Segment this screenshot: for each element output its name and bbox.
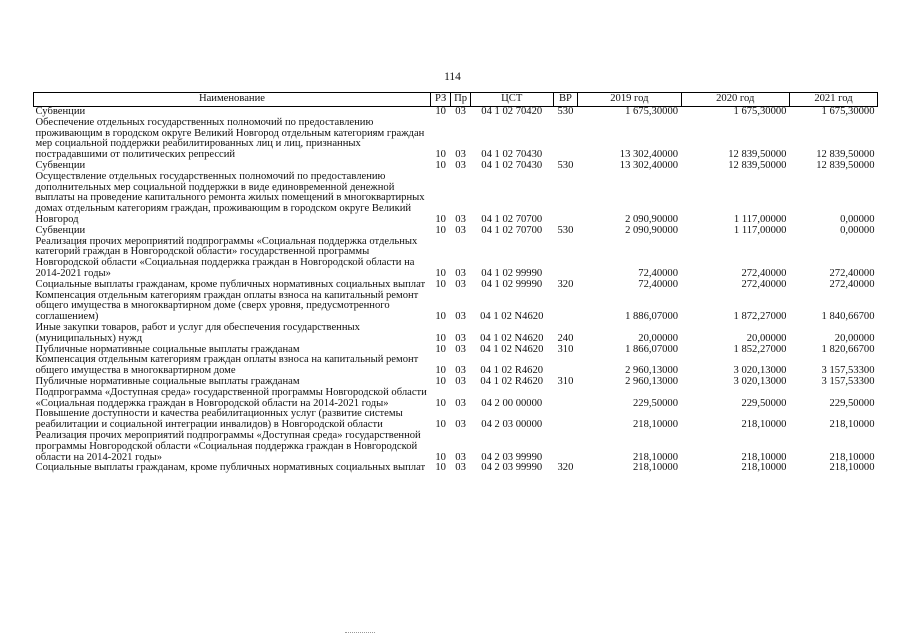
cell-vr (553, 172, 578, 226)
cell-pr: 03 (455, 278, 466, 290)
cell-rz: 10 (435, 397, 446, 409)
cell-cst: 04 1 02 70430 (481, 149, 543, 161)
header-cst: ЦСТ (470, 93, 553, 107)
cell-y2020: 1 852,27000 (733, 343, 787, 355)
cell-pr: 03 (455, 213, 466, 225)
cell-name: Иные закупки товаров, работ и услуг для обеспечения государственных (муниципальных) нужд (35, 321, 360, 344)
cell-pr: 03 (455, 106, 466, 117)
cell-y2019: 1 866,07000 (625, 343, 679, 355)
cell-y2021: 218,10000 (829, 451, 875, 463)
cell-name: Реализация прочих мероприятий подпрограммы «Социальная поддержка отдельных категорий граждан в Новгородской области» государственной программы Новгородской области «Социальная поддержка граждан в Новгородской области на 2014-2021 годы» (35, 235, 418, 279)
cell-vr: 240 (557, 332, 574, 344)
cell-pr: 03 (455, 149, 466, 161)
cell-y2021: 0,00000 (840, 224, 875, 236)
cell-rz: 10 (435, 224, 446, 236)
cell-y2019: 2 960,13000 (625, 375, 679, 387)
cell-y2019: 218,10000 (633, 419, 679, 431)
cell-y2021: 1 675,30000 (821, 106, 875, 117)
cell-y2021: 218,10000 (829, 462, 875, 474)
cell-pr: 03 (455, 375, 466, 387)
cell-vr (553, 388, 578, 410)
cell-y2020: 1 117,00000 (733, 213, 787, 225)
cell-cst: 04 1 02 70420 (481, 106, 543, 117)
cell-rz: 10 (435, 106, 446, 117)
cell-y2021: 3 157,53300 (821, 365, 875, 377)
cell-rz: 10 (435, 213, 446, 225)
cell-cst: 04 2 03 00000 (481, 419, 543, 431)
cell-y2019: 72,40000 (638, 267, 679, 279)
cell-pr: 03 (455, 462, 466, 474)
table-row (34, 172, 878, 226)
cell-y2021: 12 839,50000 (816, 159, 875, 171)
table-row (34, 409, 878, 431)
cell-y2021: 272,40000 (829, 267, 875, 279)
cell-name: Обеспечение отдельных государственных полномочий по предоставлению проживающим в городском округе Великий Новгород отдельным категориям граждан мер социальной поддержки реабилитированных лиц и лиц, признанных пострадавшими от политических репрессий (35, 116, 425, 161)
cell-vr: 530 (557, 159, 574, 171)
cell-rz: 10 (435, 159, 446, 171)
cell-y2019: 13 302,40000 (619, 159, 679, 171)
cell-cst: 04 1 02 70700 (481, 224, 543, 236)
cell-cst: 04 2 03 99990 (481, 451, 543, 463)
cell-cst: 04 2 00 00000 (481, 397, 543, 409)
cell-y2020: 218,10000 (741, 462, 787, 474)
cell-vr: 310 (557, 375, 574, 387)
header-2020: 2020 год (681, 93, 789, 107)
cell-rz: 10 (435, 267, 446, 279)
header-name: Наименование (34, 93, 431, 107)
cell-name: Публичные нормативные социальные выплаты гражданам (35, 343, 300, 355)
cell-name: Субвенции (35, 106, 86, 117)
cell-cst: 04 1 02 N4620 (480, 343, 544, 355)
cell-y2020: 218,10000 (741, 419, 787, 431)
cell-pr: 03 (455, 365, 466, 377)
cell-y2019: 2 960,13000 (625, 365, 679, 377)
cell-vr (553, 355, 578, 377)
cell-vr: 320 (557, 462, 574, 474)
table-row (34, 431, 878, 463)
cell-rz: 10 (435, 451, 446, 463)
cell-y2019: 218,10000 (633, 462, 679, 474)
cell-cst: 04 1 02 R4620 (480, 375, 544, 387)
cell-y2020: 12 839,50000 (728, 149, 787, 161)
cell-y2020: 20,00000 (746, 332, 787, 344)
cell-name: Осуществление отдельных государственных полномочий по предоставлению дополнительных мер социальной поддержки в виде единовременной денежной выплаты на проведение капитального ремонта жилых помещений в многоквартирных домах отдельным категориям граждан, проживающим в городском округе Великий Новгород (35, 170, 425, 225)
cell-vr: 530 (557, 106, 574, 117)
cell-y2020: 272,40000 (741, 267, 787, 279)
cell-rz: 10 (435, 343, 446, 355)
cell-pr: 03 (455, 159, 466, 171)
header-pr: Пр (451, 93, 470, 107)
cell-rz: 10 (435, 149, 446, 161)
cell-rz: 10 (435, 278, 446, 290)
cell-y2020: 229,50000 (741, 397, 787, 409)
cell-cst: 04 1 02 N4620 (480, 332, 544, 344)
cell-rz: 10 (435, 332, 446, 344)
cell-name: Субвенции (35, 159, 86, 171)
cell-vr: 320 (557, 278, 574, 290)
cell-cst: 04 1 02 70430 (481, 159, 543, 171)
cell-y2021: 12 839,50000 (816, 149, 875, 161)
cell-pr: 03 (455, 224, 466, 236)
cell-pr: 03 (455, 267, 466, 279)
table-row (34, 355, 878, 377)
cell-name: Субвенции (35, 224, 86, 236)
cell-name: Компенсация отдельным категориям граждан оплаты взноса на капитальный ремонт общего имущества в многоквартирном доме (35, 354, 419, 377)
cell-cst: 04 1 02 N4620 (480, 311, 544, 323)
cell-vr: 310 (557, 343, 574, 355)
cell-y2019: 20,00000 (638, 332, 679, 344)
cell-y2019: 2 090,90000 (625, 224, 679, 236)
cell-y2019: 229,50000 (633, 397, 679, 409)
cell-y2021: 20,00000 (834, 332, 875, 344)
cell-y2019: 218,10000 (633, 451, 679, 463)
table-row (34, 291, 878, 323)
cell-rz: 10 (435, 311, 446, 323)
cell-cst: 04 1 02 70700 (481, 213, 543, 225)
cell-y2020: 3 020,13000 (733, 365, 787, 377)
cell-cst: 04 1 02 99990 (481, 278, 543, 290)
cell-name: Реализация прочих мероприятий подпрограммы «Доступная среда» государственной программы Новгородской области «Социальная поддержка граждан в Новгородской области на 2014-2021 годы» (35, 429, 421, 463)
cell-y2019: 13 302,40000 (619, 149, 679, 161)
cell-name: Подпрограмма «Доступная среда» государственной программы Новгородской области «Социальная поддержка граждан в Новгородской области на 2014-2021 годы» (35, 386, 427, 409)
cell-vr (553, 118, 578, 161)
cell-cst: 04 2 03 99990 (481, 462, 543, 474)
cell-name: Публичные нормативные социальные выплаты гражданам (35, 375, 300, 387)
header-rz: РЗ (430, 93, 450, 107)
header-2021: 2021 год (789, 93, 877, 107)
cell-y2021: 229,50000 (829, 397, 875, 409)
table-header-row (34, 93, 878, 107)
cell-y2020: 1 675,30000 (733, 106, 787, 117)
cell-y2019: 1 675,30000 (625, 106, 679, 117)
cell-y2020: 218,10000 (741, 451, 787, 463)
cell-pr: 03 (455, 311, 466, 323)
cell-vr (553, 409, 578, 431)
cell-y2021: 0,00000 (840, 213, 875, 225)
cell-vr (553, 291, 578, 323)
cell-cst: 04 1 02 R4620 (480, 365, 544, 377)
cell-pr: 03 (455, 397, 466, 409)
cell-vr: 530 (557, 224, 574, 236)
cell-y2021: 1 840,66700 (821, 311, 875, 323)
cell-y2019: 72,40000 (638, 278, 679, 290)
cell-pr: 03 (455, 451, 466, 463)
cell-y2019: 2 090,90000 (625, 213, 679, 225)
cell-rz: 10 (435, 419, 446, 431)
table-row (34, 463, 878, 474)
cell-y2021: 272,40000 (829, 278, 875, 290)
footer-marks (345, 632, 375, 636)
cell-name: Социальные выплаты гражданам, кроме публичных нормативных социальных выплат (35, 278, 426, 290)
cell-y2020: 3 020,13000 (733, 375, 787, 387)
table-row (34, 237, 878, 280)
table-row (34, 118, 878, 161)
cell-y2021: 3 157,53300 (821, 375, 875, 387)
cell-pr: 03 (455, 332, 466, 344)
cell-cst: 04 1 02 99990 (481, 267, 543, 279)
table-row (34, 280, 878, 291)
cell-y2019: 1 886,07000 (625, 311, 679, 323)
cell-y2020: 12 839,50000 (728, 159, 787, 171)
cell-name: Компенсация отдельным категориям граждан оплаты взноса на капитальный ремонт общего имущества в многоквартирном доме (сверх уровня, предусмотренного соглашением) (35, 289, 419, 323)
cell-rz: 10 (435, 365, 446, 377)
budget-table (33, 92, 878, 474)
table-body (34, 107, 878, 475)
cell-y2020: 1 872,27000 (733, 311, 787, 323)
cell-y2021: 218,10000 (829, 419, 875, 431)
cell-name: Социальные выплаты гражданам, кроме публичных нормативных социальных выплат (35, 462, 426, 474)
cell-y2021: 1 820,66700 (821, 343, 875, 355)
cell-y2020: 272,40000 (741, 278, 787, 290)
cell-rz: 10 (435, 462, 446, 474)
cell-rz: 10 (435, 375, 446, 387)
table-row (34, 323, 878, 345)
cell-y2020: 1 117,00000 (733, 224, 787, 236)
cell-vr (553, 237, 578, 280)
cell-name: Повышение доступности и качества реабилитационных услуг (развитие системы реабилитации и социальной интеграции инвалидов) в Новгородской области (35, 408, 403, 431)
cell-vr (553, 431, 578, 463)
header-2019: 2019 год (578, 93, 681, 107)
table-row (34, 226, 878, 237)
header-vr: ВР (553, 93, 578, 107)
cell-pr: 03 (455, 419, 466, 431)
table-row (34, 388, 878, 410)
page-number: 114 (444, 71, 461, 83)
cell-pr: 03 (455, 343, 466, 355)
